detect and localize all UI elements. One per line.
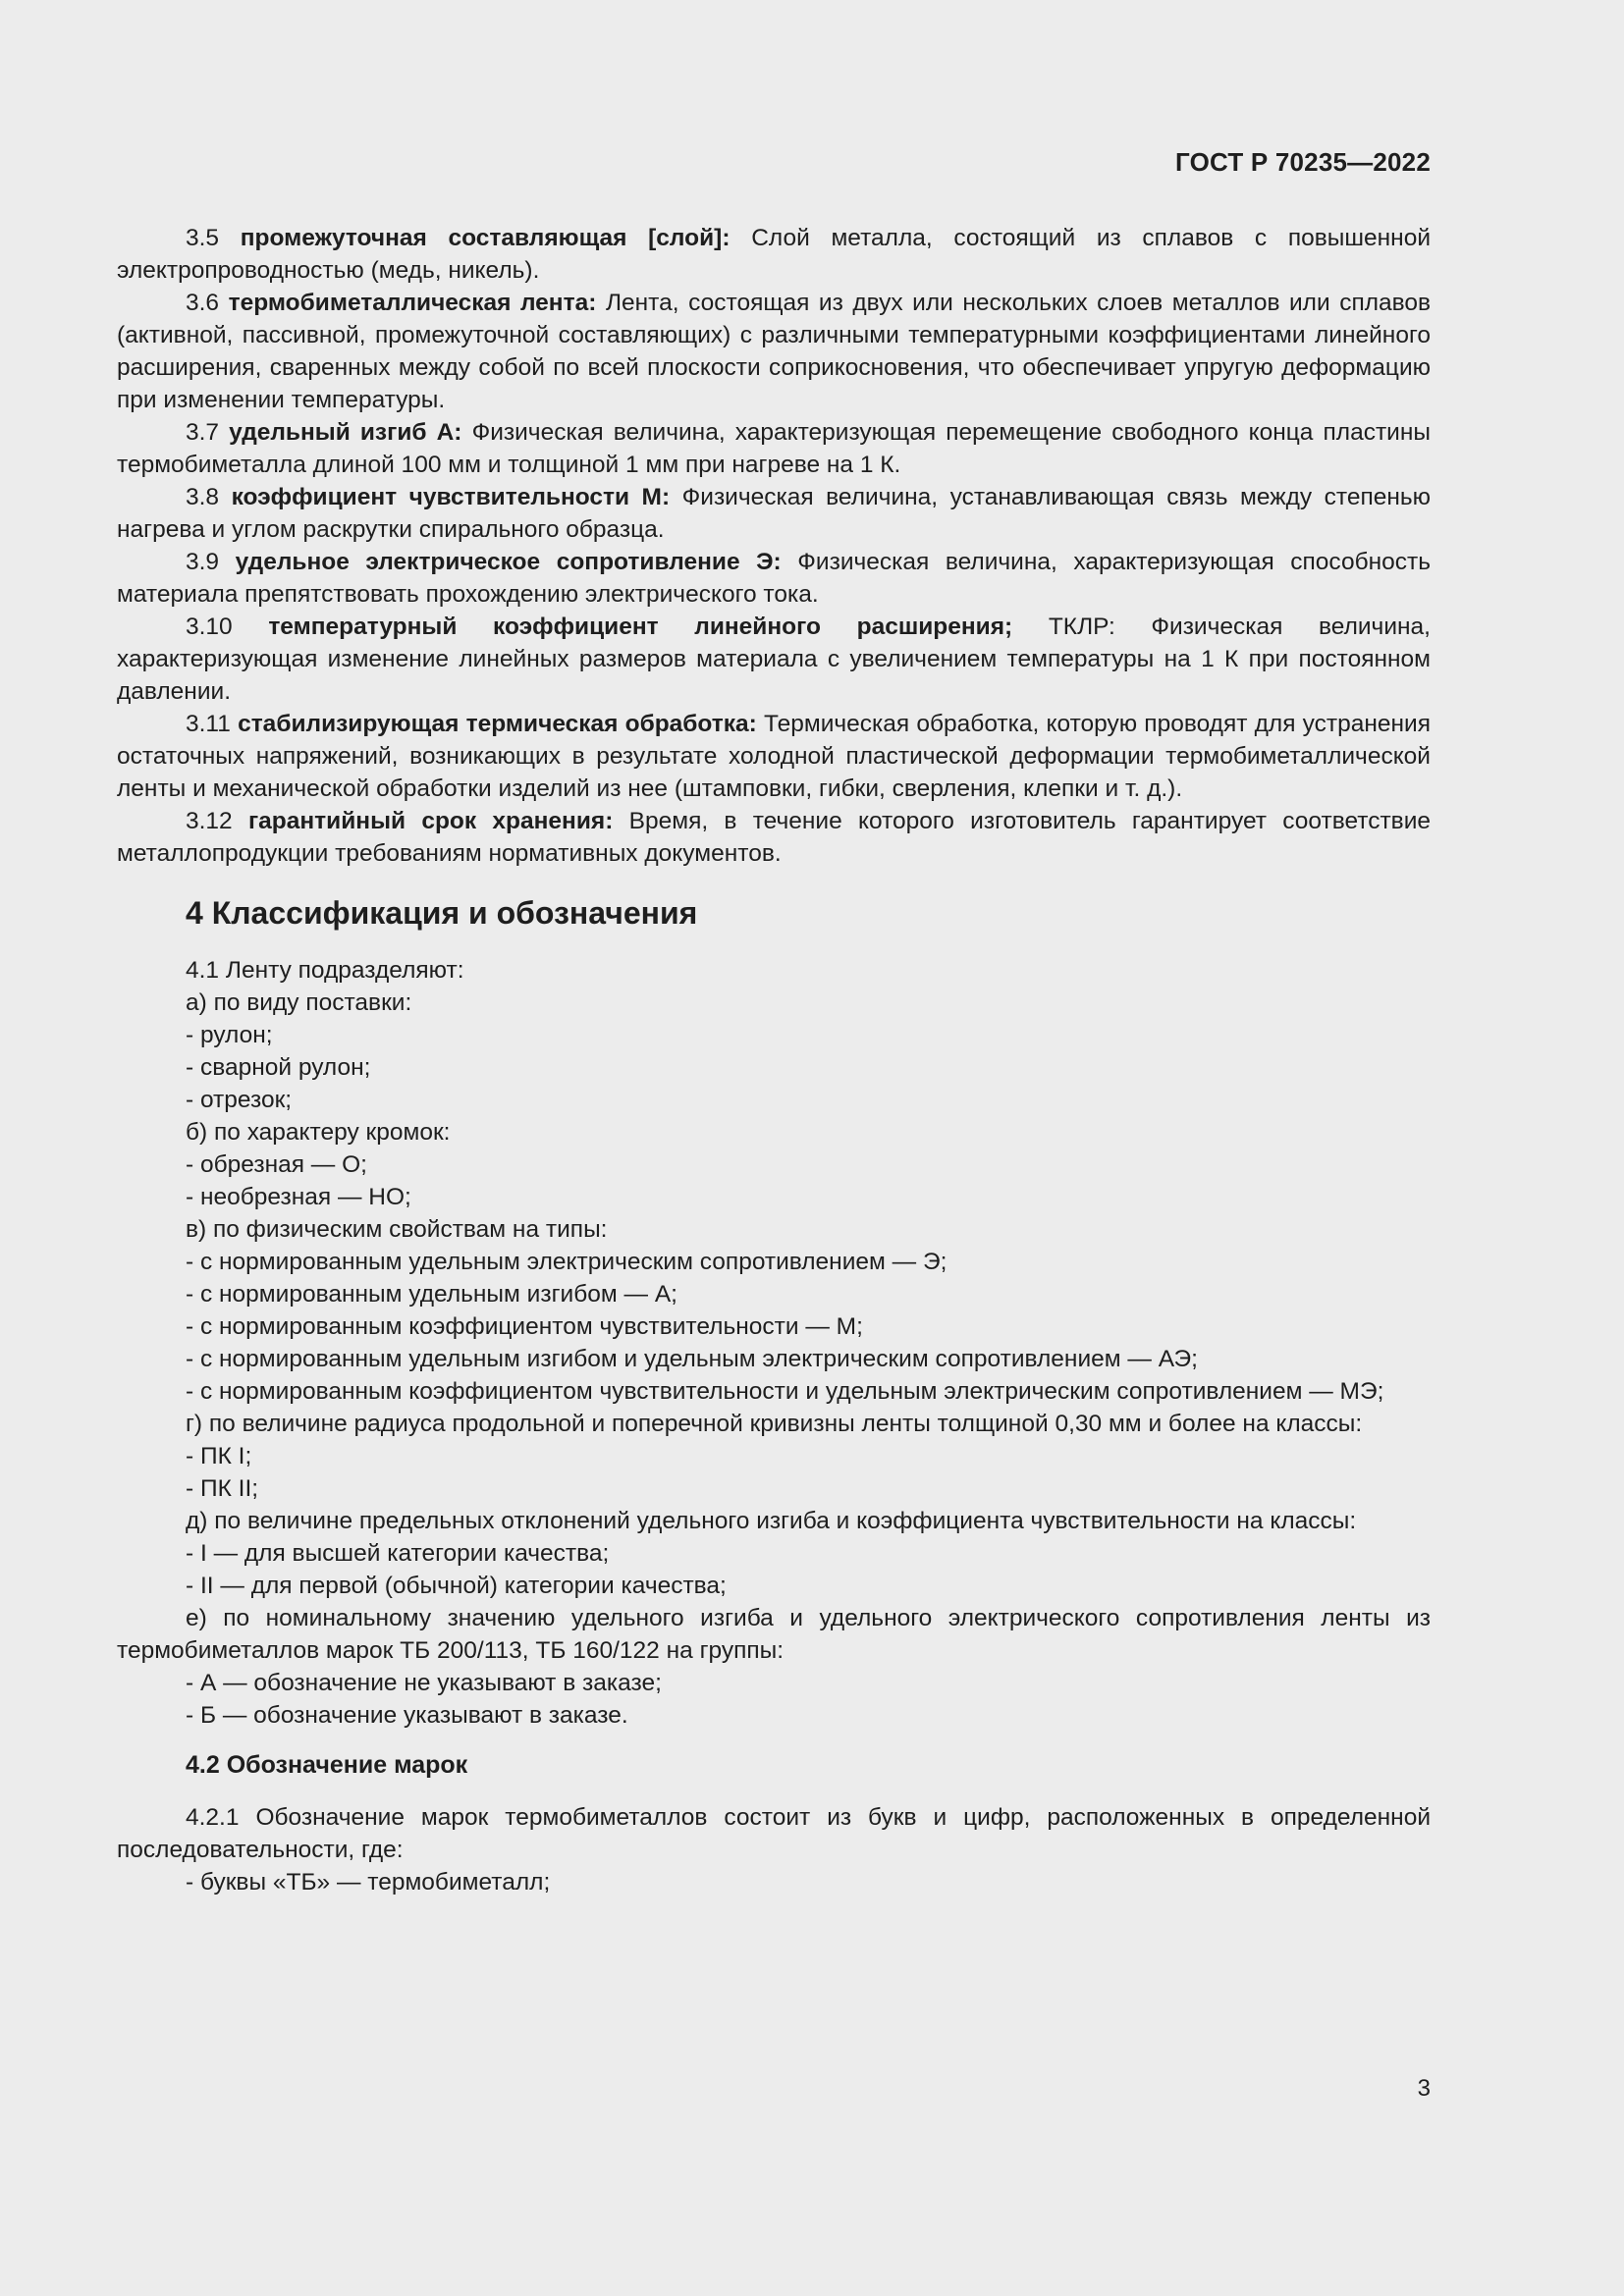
- list-item: - Б — обозначение указывают в заказе.: [186, 1702, 628, 1729]
- definition-3-10: [117, 611, 1431, 708]
- definition-number: 3.6: [186, 290, 220, 316]
- list-item: - буквы «ТБ» — термобиметалл;: [186, 1869, 551, 1896]
- definition-3-6: [117, 287, 1431, 416]
- definition-number: 3.10: [186, 614, 233, 640]
- classification-list: [117, 954, 1431, 1732]
- definitions-list: [117, 222, 1431, 870]
- definition-3-11: [117, 708, 1431, 805]
- definition-number: 3.11: [186, 711, 231, 737]
- definition-text: ТКЛР: Физическая величина, характеризующая изменение линейных размеров материала с увеличением температуры на 1 К при постоянном давлении.: [117, 614, 1431, 705]
- list-item: б) по характеру кромок:: [186, 1119, 451, 1146]
- definition-term: промежуточная составляющая [слой]:: [240, 225, 731, 251]
- definition-number: 3.5: [186, 225, 220, 251]
- definition-text: Физическая величина, характеризующая перемещение свободного конца пластины термобиметалла длиной 100 мм и толщиной 1 мм при нагреве на 1 К.: [117, 419, 1431, 478]
- definition-term: температурный коэффициент линейного расширения;: [268, 614, 1013, 640]
- definition-term: удельный изгиб А:: [229, 419, 462, 446]
- list-item: - с нормированным коэффициентом чувствительности — М;: [186, 1313, 863, 1340]
- subsection-4-2-title: 4.2 Обозначение марок: [186, 1751, 468, 1779]
- list-item: - II — для первой (обычной) категории качества;: [186, 1573, 727, 1599]
- definition-number: 3.8: [186, 484, 220, 510]
- definition-text: Термическая обработка, которую проводят для устранения остаточных напряжений, возникающих в результате холодной пластической деформации термобиметаллической ленты и механической обработки изделий из нее (штамповки, гибки, сверления, клепки и т. д.).: [117, 711, 1431, 802]
- definition-text: Время, в течение которого изготовитель гарантирует соответствие металлопродукции требованиям нормативных документов.: [117, 808, 1432, 867]
- definition-term: коэффициент чувствительности М:: [231, 484, 671, 510]
- definition-number: 3.7: [186, 419, 220, 446]
- document-body: [117, 222, 1431, 1898]
- list-item: - отрезок;: [186, 1087, 293, 1113]
- page-number: 3: [1417, 2075, 1431, 2102]
- list-item: а) по виду поставки:: [186, 989, 412, 1016]
- definition-number: 3.9: [186, 549, 220, 575]
- definition-3-12: [117, 805, 1431, 870]
- list-item: - А — обозначение не указывают в заказе;: [186, 1670, 662, 1696]
- list-item: - I — для высшей категории качества;: [186, 1540, 610, 1567]
- document-code-header: ГОСТ Р 70235—2022: [1175, 147, 1431, 177]
- definition-3-5: [117, 222, 1431, 287]
- definition-term: термобиметаллическая лента:: [228, 290, 597, 316]
- list-item: - с нормированным удельным электрическим сопротивлением — Э;: [186, 1249, 947, 1275]
- definition-3-9: [117, 546, 1431, 611]
- list-item: - ПК II;: [186, 1475, 259, 1502]
- definition-text: Физическая величина, характеризующая способность материала препятствовать прохождению электрического тока.: [117, 549, 1431, 608]
- list-item: д) по величине предельных отклонений удельного изгиба и коэффициента чувствительности на классы:: [186, 1508, 1357, 1534]
- list-item: - рулон;: [186, 1022, 273, 1048]
- definition-text: Слой металла, состоящий из сплавов с повышенной электропроводностью (медь, никель).: [117, 225, 1432, 284]
- definition-term: гарантийный срок хранения:: [247, 808, 614, 834]
- definition-term: стабилизирующая термическая обработка:: [238, 711, 757, 737]
- list-item: - с нормированным удельным изгибом и удельным электрическим сопротивлением — АЭ;: [186, 1346, 1198, 1372]
- list-item: г) по величине радиуса продольной и поперечной кривизны ленты толщиной 0,30 мм и более на классы:: [186, 1411, 1363, 1437]
- definition-text: Лента, состоящая из двух или нескольких слоев металлов или сплавов (активной, пассивной, промежуточной составляющих) с различными температурными коэффициентами линейного расширения, сваренных между собой по всей плоскости соприкосновения, что обеспечивает упругую деформацию при изменении температуры.: [117, 290, 1432, 413]
- list-item: 4.1 Ленту подразделяют:: [186, 957, 464, 984]
- subsection-4-2-body: [117, 1801, 1431, 1898]
- definition-3-7: [117, 416, 1431, 481]
- list-item: - сварной рулон;: [186, 1054, 371, 1081]
- definition-term: удельное электрическое сопротивление Э:: [235, 549, 782, 575]
- definition-3-8: [117, 481, 1431, 546]
- section-4-title: 4 Классификация и обозначения: [186, 895, 698, 931]
- definition-text: Физическая величина, устанавливающая связь между степенью нагрева и углом раскрутки спирального образца.: [117, 484, 1432, 543]
- list-item: - обрезная — О;: [186, 1151, 367, 1178]
- list-item: в) по физическим свойствам на типы:: [186, 1216, 608, 1243]
- definition-number: 3.12: [186, 808, 233, 834]
- list-item: - с нормированным коэффициентом чувствительности и удельным электрическим сопротивлением — МЭ;: [186, 1378, 1384, 1405]
- list-item: - необрезная — НО;: [186, 1184, 411, 1210]
- list-item: - с нормированным удельным изгибом — А;: [186, 1281, 677, 1308]
- list-item: - ПК I;: [186, 1443, 252, 1469]
- list-item: е) по номинальному значению удельного изгиба и удельного электрического сопротивления ленты из термобиметаллов марок ТБ 200/113, ТБ 160/122 на группы:: [117, 1605, 1431, 1664]
- list-item: 4.2.1 Обозначение марок термобиметаллов состоит из букв и цифр, расположенных в определенной последовательности, где:: [117, 1804, 1431, 1863]
